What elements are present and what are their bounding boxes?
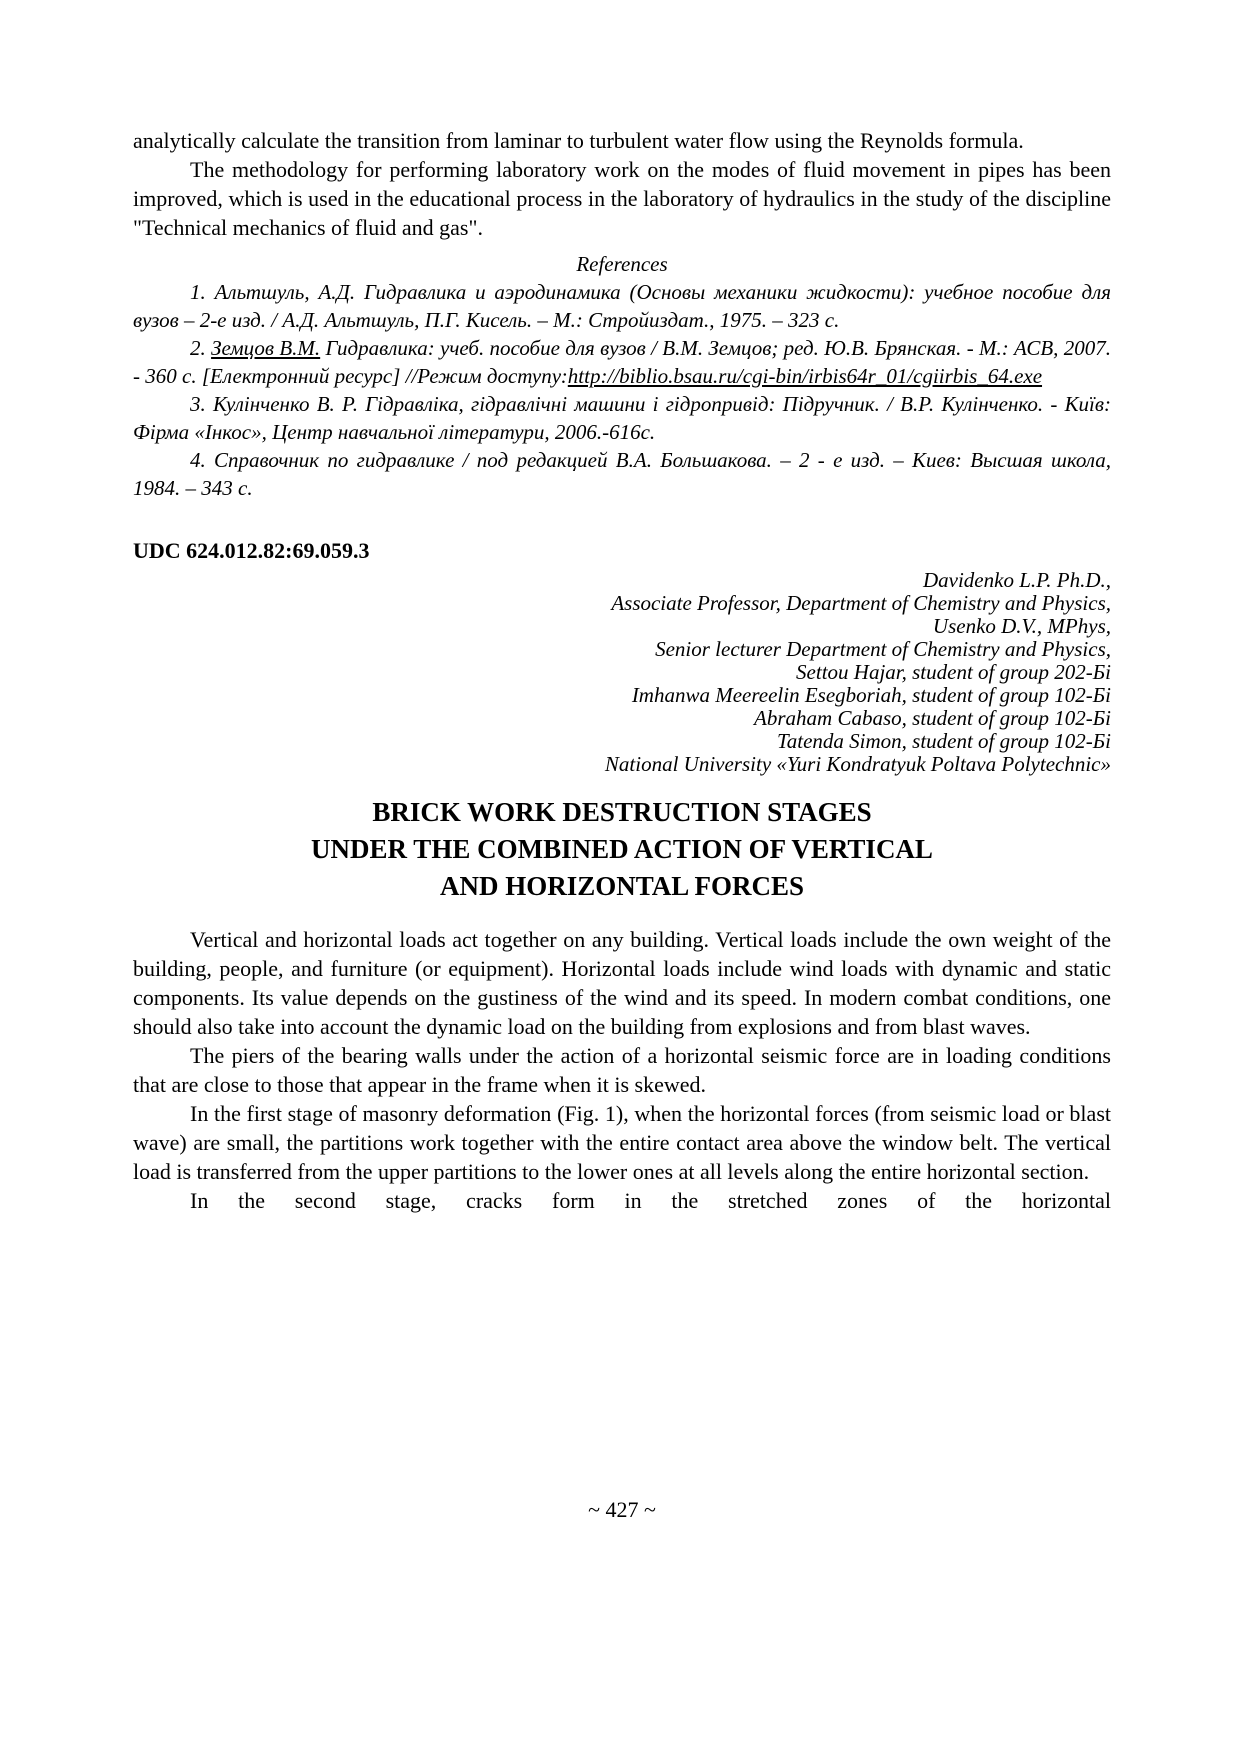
body-paragraph-piers: The piers of the bearing walls under the action of a horizontal seismic force are in loading conditions that are close to those that appear in the frame when it is skewed. bbox=[133, 1043, 1111, 1097]
page-content bbox=[133, 126, 1111, 1215]
references-heading: References bbox=[576, 252, 668, 276]
author-line-student-3: Abraham Cabaso, student of group 102-Бі bbox=[754, 706, 1111, 730]
reference-item-3: 3. Кулінченко В. Р. Гідравліка, гідравлічні машини і гідропривід: Підручник. / В.Р. Кулінченко. - Київ: Фірма «Інкос», Центр навчальної літератури, 2006.-616с. bbox=[133, 392, 1111, 444]
page-number: ~ 427 ~ bbox=[588, 1497, 656, 1522]
author-line-affiliation-2: Senior lecturer Department of Chemistry and Physics, bbox=[655, 637, 1111, 661]
paragraph-methodology: The methodology for performing laboratory work on the modes of fluid movement in pipes has been improved, which is used in the educational process in the laboratory of hydraulics in the study of the discipline "Technical mechanics of fluid and gas". bbox=[133, 157, 1111, 240]
author-line-name-2: Usenko D.V., MPhys, bbox=[932, 614, 1111, 638]
title-line-2: UNDER THE COMBINED ACTION OF VERTICAL bbox=[311, 834, 933, 864]
author-block bbox=[133, 569, 1111, 776]
reference-2-url-link[interactable]: http://biblio.bsau.ru/cgi-bin/irbis64r_01/cgiirbis_64.exe bbox=[567, 364, 1043, 388]
paragraph-continuation: analytically calculate the transition from laminar to turbulent water flow using the Reynolds formula. bbox=[133, 128, 1024, 153]
author-line-student-4: Tatenda Simon, student of group 102-Бі bbox=[776, 729, 1111, 753]
author-line-student-2: Imhanwa Meereelin Esegboriah, student of group 102-Бі bbox=[631, 683, 1111, 707]
title-line-3: AND HORIZONTAL FORCES bbox=[439, 871, 805, 901]
author-line-student-1: Settou Hajar, student of group 202-Бі bbox=[796, 660, 1111, 684]
article-title bbox=[133, 794, 1111, 905]
reference-2-body: Гидравлика: учеб. пособие для вузов / В.М. Земцов; ред. Ю.В. Брянская. - М.: АСВ, 2007. - 360 с. [Електронний ресурс] //Режим доступу: bbox=[133, 336, 1111, 388]
title-line-1: BRICK WORK DESTRUCTION STAGES bbox=[372, 797, 872, 827]
body-paragraph-first-stage: In the first stage of masonry deformation (Fig. 1), when the horizontal forces (from seismic load or blast wave) are small, the partitions work together with the entire contact area above the window belt. The vertical load is transferred from the upper partitions to the lower ones at all levels along the entire horizontal section. bbox=[133, 1101, 1111, 1184]
author-line-name-1: Davidenko L.P. Ph.D., bbox=[922, 568, 1111, 592]
author-line-affiliation-1: Associate Professor, Department of Chemistry and Physics, bbox=[611, 591, 1111, 615]
article-body bbox=[133, 925, 1111, 1215]
body-paragraph-second-stage: In the second stage, cracks form in the stretched zones of the horizontal bbox=[190, 1188, 1111, 1213]
reference-2-number: 2. bbox=[190, 336, 212, 360]
reference-item-4: 4. Справочник по гидравлике / под редакцией В.А. Большакова. – 2 - е изд. – Киев: Высшая школа, 1984. – 343 с. bbox=[133, 448, 1111, 500]
body-paragraph-loads: Vertical and horizontal loads act together on any building. Vertical loads include the own weight of the building, people, and furniture (or equipment). Horizontal loads include wind loads with dynamic and static components. Its value depends on the gustiness of the wind and its speed. In modern combat conditions, one should also take into account the dynamic load on the building from explosions and from blast waves. bbox=[133, 927, 1111, 1039]
reference-2-author: Земцов В.М. bbox=[211, 336, 321, 360]
reference-item-2 bbox=[133, 334, 1111, 390]
author-line-university: National University «Yuri Kondratyuk Poltava Polytechnic» bbox=[604, 752, 1111, 776]
reference-item-1: 1. Альтшуль, А.Д. Гидравлика и аэродинамика (Основы механики жидкости): учебное пособие для вузов – 2-е изд. / А.Д. Альтшуль, П.Г. Кисель. – М.: Стройиздат., 1975. – 323 с. bbox=[133, 280, 1111, 332]
udc-code: UDC 624.012.82:69.059.3 bbox=[133, 538, 370, 563]
